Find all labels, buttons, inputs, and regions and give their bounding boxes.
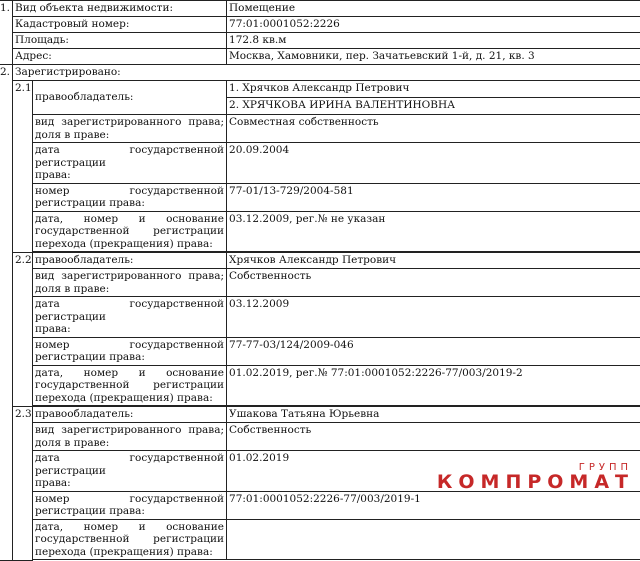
registration-number-label: номер государственной регистрации права: [33, 337, 227, 365]
area-value: 172.8 кв.м [227, 33, 640, 49]
right-type-row [0, 423, 640, 451]
registration-number-label: номер государственной регистрации права: [33, 183, 227, 211]
transfer-basis-value: 01.02.2019, рег.№ 77:01:0001052:2226-77/003/2019-2 [227, 365, 640, 406]
holder-label: правообладатель: [33, 407, 227, 423]
right-type-label: вид зарегистрированного права; доля в праве: [33, 423, 227, 451]
registration-date-row [0, 297, 640, 338]
subsection-number: 2.1 [13, 81, 33, 253]
registration-date-label: дата государственной регистрации права: [33, 297, 227, 338]
address-value: Москва, Хамовники, пер. Зачатьевский 1-й, д. 21, кв. 3 [227, 49, 640, 65]
right-type-value: Собственность [227, 423, 640, 451]
address-row [0, 49, 640, 65]
registration-number-row [0, 337, 640, 365]
transfer-basis-value [227, 519, 640, 560]
watermark-small-text: ГРУПП [437, 462, 632, 473]
cadastral-number-value: 77:01:0001052:2226 [227, 17, 640, 33]
transfer-basis-row [0, 211, 640, 252]
holder-value: Хрячков Александр Петрович [227, 253, 640, 269]
holder-row [0, 81, 640, 98]
registration-date-label: дата государственной регистрации права: [33, 143, 227, 184]
right-type-label: вид зарегистрированного права; доля в праве: [33, 269, 227, 297]
section-number: 1. [0, 1, 13, 65]
watermark-logo [437, 462, 634, 491]
registration-date-value: 01.02.2019 [227, 451, 640, 492]
object-type-label: Вид объекта недвижимости: [13, 1, 227, 17]
right-type-value: Совместная собственность [227, 115, 640, 143]
holder-label: правообладатель: [33, 81, 227, 115]
right-type-row [0, 269, 640, 297]
transfer-basis-row [0, 519, 640, 560]
holder-label: правообладатель: [33, 253, 227, 269]
section-number: 2. [0, 65, 13, 561]
object-type-row [0, 1, 640, 17]
registration-number-row [0, 183, 640, 211]
right-type-label: вид зарегистрированного права; доля в праве: [33, 115, 227, 143]
registration-number-value: 77-77-03/124/2009-046 [227, 337, 640, 365]
transfer-basis-value: 03.12.2009, рег.№ не указан [227, 211, 640, 252]
transfer-basis-row [0, 365, 640, 406]
registration-number-label: номер государственной регистрации права: [33, 491, 227, 519]
transfer-basis-label: дата, номер и основание государственной регистрации перехода (прекращения) права: [33, 519, 227, 560]
area-row [0, 33, 640, 49]
transfer-basis-label: дата, номер и основание государственной регистрации перехода (прекращения) права: [33, 365, 227, 406]
holder-row [0, 407, 640, 423]
registration-number-value: 77:01:0001052:2226-77/003/2019-1 [227, 491, 640, 519]
watermark-big-text: КОМПРОМАТ [437, 473, 634, 491]
address-label: Адрес: [13, 49, 227, 65]
holder-value: 1. Хрячков Александр Петрович [227, 81, 640, 98]
registered-row [0, 65, 640, 81]
registration-number-row [0, 491, 640, 519]
registration-date-value: 20.09.2004 [227, 143, 640, 184]
cadastral-number-row [0, 17, 640, 33]
registration-date-row [0, 143, 640, 184]
right-type-row [0, 115, 640, 143]
transfer-basis-label: дата, номер и основание государственной регистрации перехода (прекращения) права: [33, 211, 227, 252]
holder-value: 2. ХРЯЧКОВА ИРИНА ВАЛЕНТИНОВНА [227, 98, 640, 115]
registration-number-value: 77-01/13-729/2004-581 [227, 183, 640, 211]
cadastral-number-label: Кадастровый номер: [13, 17, 227, 33]
registration-date-value: 03.12.2009 [227, 297, 640, 338]
holder-value: Ушакова Татьяна Юрьевна [227, 407, 640, 423]
holder-row [0, 253, 640, 269]
subsection-number: 2.2 [13, 253, 33, 407]
subsection-number: 2.3 [13, 407, 33, 561]
object-type-value: Помещение [227, 1, 640, 17]
right-type-value: Собственность [227, 269, 640, 297]
registration-date-label: дата государственной регистрации права: [33, 451, 227, 492]
registered-title: Зарегистрировано: [13, 65, 640, 81]
area-label: Площадь: [13, 33, 227, 49]
